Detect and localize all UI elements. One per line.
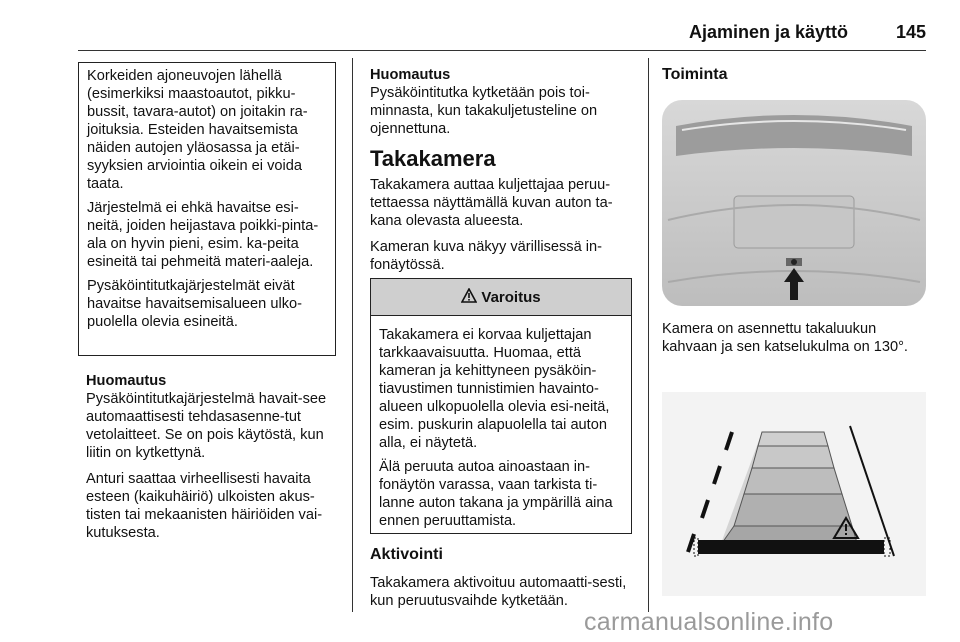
box-paragraph-2: Järjestelmä ei ehkä havaitse esi-neitä, joiden heijastava poikki-pinta-ala on hyvin pieni, esim. ka-peita esineitä tai pehmeitä materi-aaleja. [87, 200, 319, 270]
page-number: 145 [895, 22, 926, 42]
warning-triangle-icon [461, 288, 477, 307]
tailgate-camera-illustration [662, 100, 926, 306]
page-header [78, 22, 926, 46]
note-text: Pysäköintitutkajärjestelmä havait-see automaattisesti tehdasasenne-tut vetolaitteet. Se on pois käytöstä, kun liitin on kytkettynä. [86, 391, 327, 461]
watermark: carmanualsonline.info [584, 608, 834, 636]
note-heading: Huomautus [86, 373, 167, 389]
rear-camera-display-illustration [662, 392, 926, 596]
column-2 [370, 66, 636, 282]
warning-body [371, 316, 631, 530]
header-rule [78, 50, 926, 51]
box-paragraph-3: Pysäköintitutkajärjestelmät eivät havaitse havaitsemisalueen ulko-puolella olevia esineitä. [87, 278, 302, 330]
warning-paragraph-2: Älä peruuta autoa ainoastaan in-fonäytön varassa, vaan tarkista ti-lanne auton takana ja ympärillä aina ennen peruuttamista. [379, 459, 613, 529]
warning-box [370, 278, 632, 534]
section-title-toiminta: Toiminta [662, 66, 728, 83]
info-box [78, 62, 336, 356]
box-paragraph-1: Korkeiden ajoneuvojen lähellä (esimerkiksi maastoautot, pikku-bussit, tavara-autot) on joitakin ra-joituksia. Esteiden havaitsemista näiden autojen yläosassa ja etäi-syyksien arviointia oikein ei voida taata. [87, 68, 308, 192]
paragraph-3: Takakamera aktivoituu automaatti-sesti, kun peruutusvaihde kytketään. [370, 575, 627, 609]
chapter-title: Ajaminen ja käyttö [688, 22, 848, 42]
column-divider-2 [648, 58, 649, 612]
paragraph: Anturi saattaa virheellisesti havaita esteen (kaikuhäiriö) ulkoisten akus-tisten tai mekaanisten häiriöiden vai-kutuksesta. [86, 471, 323, 541]
warning-title: Varoitus [481, 288, 541, 306]
warning-paragraph-1: Takakamera ei korvaa kuljettajan tarkkaavaisuutta. Huomaa, että kameran ja kehittyneen pysäköin-tiavustimen tunnistimien havainto-alueen ulkopuolella olevia esi-neitä, esim. puskurin alapuolella tai auton alla, ei näytetä. [379, 327, 610, 451]
subsection-title: Aktivointi [370, 546, 443, 563]
note-heading: Huomautus [370, 67, 451, 83]
column-1-lower [86, 372, 338, 550]
column-divider-1 [352, 58, 353, 612]
note-text: Pysäköintitutka kytketään pois toi-minnasta, kun takakuljetusteline on ojennettuna. [370, 85, 598, 137]
column-3-text [662, 320, 924, 364]
warning-header [371, 279, 631, 316]
paragraph: Kamera on asennettu takaluukun kahvaan ja sen katselukulma on 130°. [662, 321, 908, 355]
section-title: Takakamera [370, 146, 496, 171]
paragraph-1: Takakamera auttaa kuljettajaa peruu-tettaessa näyttämällä kuvan auton ta-kana olevasta alueesta. [370, 177, 613, 229]
paragraph-2: Kameran kuva näkyy värillisessä in-fonäytössä. [370, 239, 602, 273]
